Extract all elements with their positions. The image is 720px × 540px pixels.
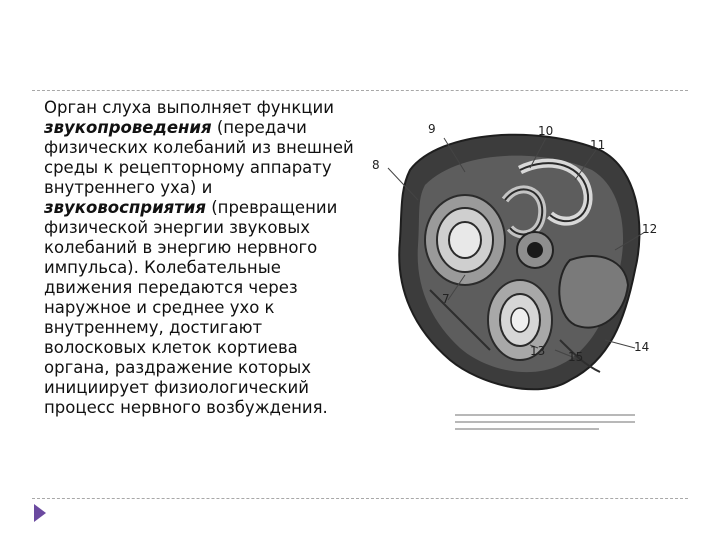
- body-text: [44, 98, 364, 418]
- term-sound-conduction: звукопроведения: [44, 118, 212, 137]
- caption-line: [455, 428, 599, 430]
- bottom-divider: [32, 498, 688, 499]
- figure-label: 12: [642, 222, 658, 236]
- text-part-1: Орган слуха выполняет функции: [44, 98, 334, 117]
- figure-label: 8: [372, 158, 380, 172]
- figure-caption: [455, 414, 635, 435]
- figure-label: 11: [590, 138, 606, 152]
- slide-bullet-icon: [34, 504, 46, 522]
- caption-line: [455, 414, 635, 416]
- text-part-3: (превращении физической энергии звуковых колебаний в энергию нервного импульса). Колебательные движения передаются через наружное и среднее ухо к внутреннему, достигают волосковых клеток кортиева органа, раздражение которых инициирует физиологический процесс нервного возбуждения.: [44, 198, 338, 417]
- figure-label: 15: [568, 350, 584, 364]
- caption-line: [455, 421, 635, 423]
- figure-label: 14: [634, 340, 650, 354]
- term-sound-perception: звуковосприятия: [44, 198, 206, 217]
- figure-label: 7: [442, 292, 450, 306]
- ear-anatomy-figure: [370, 110, 660, 440]
- top-divider: [32, 90, 688, 91]
- figure-label: 9: [428, 122, 436, 136]
- figure-label: 10: [538, 124, 554, 138]
- figure-label: 13: [530, 344, 546, 358]
- inner-ear-illustration: [370, 110, 660, 440]
- text-part-2: (передачи физических колебаний из внешней среды к рецепторному аппарату внутреннего уха) и: [44, 118, 354, 197]
